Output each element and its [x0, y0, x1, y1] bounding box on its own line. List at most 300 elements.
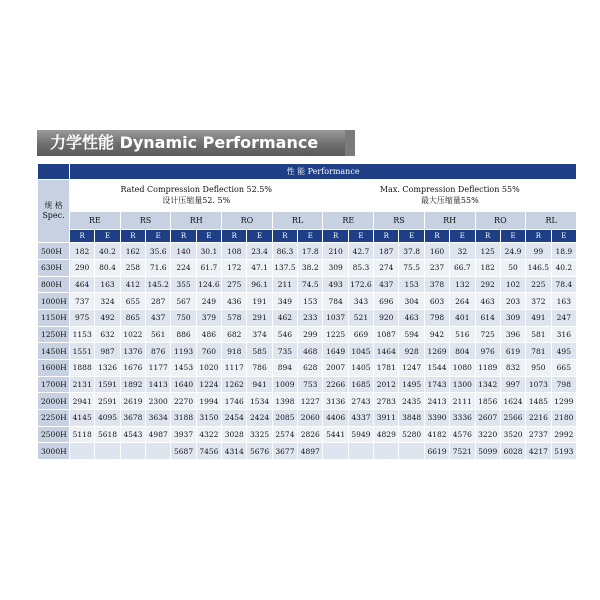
value-cell: 4897 [298, 443, 323, 460]
sub-header-r: R [120, 229, 145, 243]
value-cell: 832 [500, 359, 525, 376]
value-cell: 299 [298, 326, 323, 343]
value-cell: 2454 [222, 409, 247, 426]
value-cell: 1649 [323, 343, 348, 360]
sub-header-e: E [196, 229, 221, 243]
value-cell: 172.6 [348, 276, 373, 293]
value-cell: 495 [551, 343, 577, 360]
value-cell: 275 [222, 276, 247, 293]
value-cell: 247 [551, 309, 577, 326]
value-cell: 153 [298, 293, 323, 310]
value-cell: 1189 [475, 359, 500, 376]
value-cell: 437 [146, 309, 171, 326]
table-row [38, 343, 577, 360]
value-cell: 2435 [399, 393, 424, 410]
value-cell: 160 [424, 243, 449, 260]
value-cell: 4987 [146, 426, 171, 443]
value-cell: 760 [196, 343, 221, 360]
value-cell: 4095 [95, 409, 120, 426]
sub-header-r: R [475, 229, 500, 243]
value-cell: 4829 [374, 426, 399, 443]
value-cell: 379 [196, 309, 221, 326]
sub-header-r: R [424, 229, 449, 243]
value-cell: 786 [247, 359, 272, 376]
value-cell: 628 [298, 359, 323, 376]
value-cell: 1551 [70, 343, 95, 360]
value-cell: 436 [222, 293, 247, 310]
value-cell: 412 [120, 276, 145, 293]
value-cell: 264 [450, 293, 475, 310]
sub-header-e: E [146, 229, 171, 243]
value-cell: 669 [348, 326, 373, 343]
value-cell: 1856 [475, 393, 500, 410]
value-cell: 567 [171, 293, 196, 310]
value-cell: 4217 [526, 443, 551, 460]
value-cell: 23.4 [247, 243, 272, 260]
value-cell: 1299 [551, 393, 577, 410]
value-cell: 225 [526, 276, 551, 293]
value-cell: 191 [247, 293, 272, 310]
max-deflection-cn: 最大压缩量55% [420, 196, 479, 206]
value-cell: 561 [146, 326, 171, 343]
cat-rated-rl: RL [272, 211, 323, 229]
value-cell: 894 [272, 359, 297, 376]
value-cell: 1544 [424, 359, 449, 376]
value-cell: 750 [171, 309, 196, 326]
value-cell: 950 [526, 359, 551, 376]
value-cell: 4182 [424, 426, 449, 443]
value-cell: 2574 [272, 426, 297, 443]
value-cell: 1037 [323, 309, 348, 326]
value-cell: 462 [272, 309, 297, 326]
value-cell: 2743 [348, 393, 373, 410]
value-cell: 1262 [222, 376, 247, 393]
table-row [38, 426, 577, 443]
value-cell: 38.2 [298, 259, 323, 276]
value-cell: 2783 [374, 393, 399, 410]
value-cell: 17.8 [298, 243, 323, 260]
value-cell: 7521 [450, 443, 475, 460]
table-row [38, 326, 577, 343]
value-cell: 401 [450, 309, 475, 326]
value-cell [323, 443, 348, 460]
cat-rated-ro: RO [222, 211, 273, 229]
value-cell: 1177 [146, 359, 171, 376]
value-cell: 578 [222, 309, 247, 326]
value-cell: 40.2 [551, 259, 577, 276]
value-cell: 1087 [374, 326, 399, 343]
value-cell: 324 [95, 293, 120, 310]
value-cell: 4406 [323, 409, 348, 426]
value-cell: 585 [247, 343, 272, 360]
value-cell: 3390 [424, 409, 449, 426]
value-cell: 594 [399, 326, 424, 343]
sub-header-r: R [171, 229, 196, 243]
value-cell: 3220 [475, 426, 500, 443]
value-cell: 2270 [171, 393, 196, 410]
sub-header-r: R [70, 229, 95, 243]
value-cell: 1225 [323, 326, 348, 343]
value-cell: 753 [298, 376, 323, 393]
value-cell: 74.5 [298, 276, 323, 293]
value-cell: 102 [500, 276, 525, 293]
value-cell: 1464 [374, 343, 399, 360]
value-cell: 145.2 [146, 276, 171, 293]
spec-cell: 1000H [38, 293, 70, 310]
value-cell: 1534 [247, 393, 272, 410]
value-cell: 374 [247, 326, 272, 343]
value-cell: 40.2 [95, 243, 120, 260]
value-cell: 396 [500, 326, 525, 343]
value-cell: 2300 [146, 393, 171, 410]
value-cell: 124.6 [196, 276, 221, 293]
value-cell: 210 [323, 243, 348, 260]
value-cell: 1485 [526, 393, 551, 410]
value-cell: 32 [450, 243, 475, 260]
spec-cell: 1600H [38, 359, 70, 376]
value-cell: 3336 [450, 409, 475, 426]
sub-header-r: R [222, 229, 247, 243]
value-cell: 132 [450, 276, 475, 293]
value-cell: 918 [222, 343, 247, 360]
value-cell: 3848 [399, 409, 424, 426]
value-cell: 603 [424, 293, 449, 310]
value-cell: 66.7 [450, 259, 475, 276]
value-cell: 172 [222, 259, 247, 276]
value-cell: 258 [120, 259, 145, 276]
value-cell: 309 [500, 309, 525, 326]
cat-max-rs: RS [374, 211, 425, 229]
value-cell: 1227 [298, 393, 323, 410]
value-cell: 1045 [348, 343, 373, 360]
value-cell: 546 [272, 326, 297, 343]
value-cell: 1247 [399, 359, 424, 376]
value-cell: 2941 [70, 393, 95, 410]
value-cell: 2216 [526, 409, 551, 426]
value-cell: 304 [399, 293, 424, 310]
value-cell: 18.9 [551, 243, 577, 260]
value-cell: 5676 [247, 443, 272, 460]
value-cell: 47.1 [247, 259, 272, 276]
spec-cell: 630H [38, 259, 70, 276]
value-cell: 1073 [526, 376, 551, 393]
sub-header-e: E [399, 229, 424, 243]
value-cell: 1746 [222, 393, 247, 410]
value-cell: 6028 [500, 443, 525, 460]
value-cell: 2737 [526, 426, 551, 443]
value-cell: 274 [374, 259, 399, 276]
value-cell: 2060 [298, 409, 323, 426]
section-title: 力学性能 Dynamic Performance [50, 133, 319, 152]
value-cell: 463 [475, 293, 500, 310]
spec-cell: 500H [38, 243, 70, 260]
value-cell: 86.3 [272, 243, 297, 260]
value-cell: 1269 [424, 343, 449, 360]
spec-header [38, 179, 70, 243]
value-cell: 6619 [424, 443, 449, 460]
rated-deflection-cn: 设计压缩量52. 5% [162, 196, 231, 206]
value-cell: 37.8 [399, 243, 424, 260]
value-cell: 1405 [348, 359, 373, 376]
value-cell: 492 [95, 309, 120, 326]
value-cell: 920 [374, 309, 399, 326]
table-row [38, 359, 577, 376]
table-row [38, 376, 577, 393]
value-cell: 2607 [475, 409, 500, 426]
spec-cell: 1450H [38, 343, 70, 360]
value-cell: 493 [323, 276, 348, 293]
spec-cell: 1250H [38, 326, 70, 343]
value-cell: 203 [500, 293, 525, 310]
value-cell: 886 [171, 326, 196, 343]
table-row [38, 293, 577, 310]
value-cell: 614 [475, 309, 500, 326]
value-cell: 632 [95, 326, 120, 343]
value-cell: 1781 [374, 359, 399, 376]
value-cell [95, 443, 120, 460]
value-cell: 1224 [196, 376, 221, 393]
value-cell: 61.7 [196, 259, 221, 276]
spec-cell: 1700H [38, 376, 70, 393]
value-cell: 5618 [95, 426, 120, 443]
value-cell: 976 [475, 343, 500, 360]
value-cell: 2424 [247, 409, 272, 426]
value-cell: 3325 [247, 426, 272, 443]
value-cell: 233 [298, 309, 323, 326]
value-cell: 4314 [222, 443, 247, 460]
value-cell: 2591 [95, 393, 120, 410]
value-cell: 619 [500, 343, 525, 360]
table-row [38, 309, 577, 326]
value-cell: 1640 [171, 376, 196, 393]
spec-cell: 2000H [38, 393, 70, 410]
table-row [38, 243, 577, 260]
spec-cell: 800H [38, 276, 70, 293]
value-cell: 4322 [196, 426, 221, 443]
value-cell: 486 [196, 326, 221, 343]
value-cell: 2085 [272, 409, 297, 426]
value-cell [374, 443, 399, 460]
value-cell: 71.6 [146, 259, 171, 276]
spec-cell: 1150H [38, 309, 70, 326]
value-cell: 516 [450, 326, 475, 343]
value-cell: 1676 [120, 359, 145, 376]
value-cell: 5949 [348, 426, 373, 443]
table-row [38, 409, 577, 426]
max-deflection-en: Max. Compression Deflection 55% [379, 185, 520, 195]
header-corner [38, 164, 70, 180]
value-cell: 5441 [323, 426, 348, 443]
value-cell: 96.1 [247, 276, 272, 293]
value-cell: 464 [70, 276, 95, 293]
value-cell: 75.5 [399, 259, 424, 276]
sub-header-r: R [374, 229, 399, 243]
value-cell: 987 [95, 343, 120, 360]
value-cell: 696 [374, 293, 399, 310]
value-cell: 355 [171, 276, 196, 293]
sub-header-e: E [551, 229, 577, 243]
value-cell: 5118 [70, 426, 95, 443]
value-cell: 865 [120, 309, 145, 326]
cat-rated-rs: RS [120, 211, 171, 229]
value-cell: 997 [500, 376, 525, 393]
value-cell: 942 [424, 326, 449, 343]
value-cell: 182 [475, 259, 500, 276]
value-cell: 80.4 [95, 259, 120, 276]
value-cell: 237 [424, 259, 449, 276]
sub-header-e: E [450, 229, 475, 243]
value-cell: 378 [424, 276, 449, 293]
value-cell: 137.5 [272, 259, 297, 276]
value-cell: 7456 [196, 443, 221, 460]
value-cell: 292 [475, 276, 500, 293]
value-cell: 1193 [171, 343, 196, 360]
value-cell: 30.1 [196, 243, 221, 260]
spec-cell: 3000H [38, 443, 70, 460]
value-cell: 140 [171, 243, 196, 260]
value-cell: 4337 [348, 409, 373, 426]
value-cell: 655 [120, 293, 145, 310]
value-cell: 224 [171, 259, 196, 276]
value-cell: 521 [348, 309, 373, 326]
value-cell: 735 [272, 343, 297, 360]
value-cell: 2992 [551, 426, 577, 443]
value-cell [348, 443, 373, 460]
section-banner-tail [345, 130, 355, 156]
sub-header-e: E [95, 229, 120, 243]
value-cell: 468 [298, 343, 323, 360]
value-cell: 2566 [500, 409, 525, 426]
value-cell: 798 [424, 309, 449, 326]
value-cell: 1117 [222, 359, 247, 376]
value-cell: 78.4 [551, 276, 577, 293]
value-cell: 316 [551, 326, 577, 343]
sub-header-e: E [298, 229, 323, 243]
value-cell: 3937 [171, 426, 196, 443]
value-cell: 211 [272, 276, 297, 293]
value-cell: 2266 [323, 376, 348, 393]
value-cell: 99 [526, 243, 551, 260]
cat-max-rl: RL [526, 211, 577, 229]
value-cell: 1624 [500, 393, 525, 410]
value-cell: 3520 [500, 426, 525, 443]
value-cell: 163 [551, 293, 577, 310]
value-cell: 975 [70, 309, 95, 326]
value-cell: 784 [323, 293, 348, 310]
value-cell: 291 [247, 309, 272, 326]
value-cell: 1994 [196, 393, 221, 410]
value-cell: 1413 [146, 376, 171, 393]
value-cell: 3677 [272, 443, 297, 460]
sub-header-e: E [500, 229, 525, 243]
value-cell [70, 443, 95, 460]
value-cell [146, 443, 171, 460]
value-cell: 798 [551, 376, 577, 393]
sub-header-r: R [272, 229, 297, 243]
value-cell: 2619 [120, 393, 145, 410]
value-cell: 1495 [399, 376, 424, 393]
spec-label-en: Spec. [42, 210, 65, 220]
value-cell: 1153 [70, 326, 95, 343]
value-cell: 1022 [120, 326, 145, 343]
value-cell: 665 [551, 359, 577, 376]
spec-label-cn: 规 格 [44, 200, 63, 210]
value-cell: 85.3 [348, 259, 373, 276]
value-cell: 2826 [298, 426, 323, 443]
value-cell: 35.6 [146, 243, 171, 260]
value-cell: 3188 [171, 409, 196, 426]
value-cell: 1009 [272, 376, 297, 393]
value-cell: 349 [272, 293, 297, 310]
value-cell: 3911 [374, 409, 399, 426]
value-cell: 3028 [222, 426, 247, 443]
value-cell: 42.7 [348, 243, 373, 260]
value-cell [399, 443, 424, 460]
table-row [38, 443, 577, 460]
value-cell: 1326 [95, 359, 120, 376]
value-cell: 163 [95, 276, 120, 293]
value-cell: 581 [526, 326, 551, 343]
value-cell: 162 [120, 243, 145, 260]
rated-deflection-en: Rated Compression Deflection 52.5% [120, 185, 272, 195]
sub-header-r: R [323, 229, 348, 243]
value-cell: 3150 [196, 409, 221, 426]
value-cell: 4145 [70, 409, 95, 426]
cat-rated-rh: RH [171, 211, 222, 229]
table-row [38, 276, 577, 293]
value-cell: 1398 [272, 393, 297, 410]
value-cell: 287 [146, 293, 171, 310]
value-cell: 343 [348, 293, 373, 310]
cat-max-rh: RH [424, 211, 475, 229]
cat-max-re: RE [323, 211, 374, 229]
value-cell: 1892 [120, 376, 145, 393]
value-cell: 5193 [551, 443, 577, 460]
value-cell: 725 [475, 326, 500, 343]
value-cell: 804 [450, 343, 475, 360]
table-row [38, 259, 577, 276]
value-cell: 491 [526, 309, 551, 326]
value-cell: 1453 [171, 359, 196, 376]
value-cell: 1376 [120, 343, 145, 360]
sub-header-r: R [526, 229, 551, 243]
value-cell: 781 [526, 343, 551, 360]
value-cell: 5687 [171, 443, 196, 460]
value-cell: 928 [399, 343, 424, 360]
value-cell: 3634 [146, 409, 171, 426]
value-cell: 3136 [323, 393, 348, 410]
value-cell: 4576 [450, 426, 475, 443]
value-cell: 1591 [95, 376, 120, 393]
value-cell: 1342 [475, 376, 500, 393]
value-cell: 146.5 [526, 259, 551, 276]
value-cell: 1300 [450, 376, 475, 393]
value-cell: 682 [222, 326, 247, 343]
value-cell: 182 [70, 243, 95, 260]
value-cell: 2131 [70, 376, 95, 393]
cat-max-ro: RO [475, 211, 526, 229]
value-cell: 372 [526, 293, 551, 310]
value-cell: 2180 [551, 409, 577, 426]
value-cell: 5280 [399, 426, 424, 443]
header-performance: 性 能 Performance [70, 164, 577, 180]
header-deflection-row [38, 179, 577, 211]
value-cell: 290 [70, 259, 95, 276]
value-cell: 737 [70, 293, 95, 310]
value-cell [120, 443, 145, 460]
value-cell: 876 [146, 343, 171, 360]
value-cell: 941 [247, 376, 272, 393]
